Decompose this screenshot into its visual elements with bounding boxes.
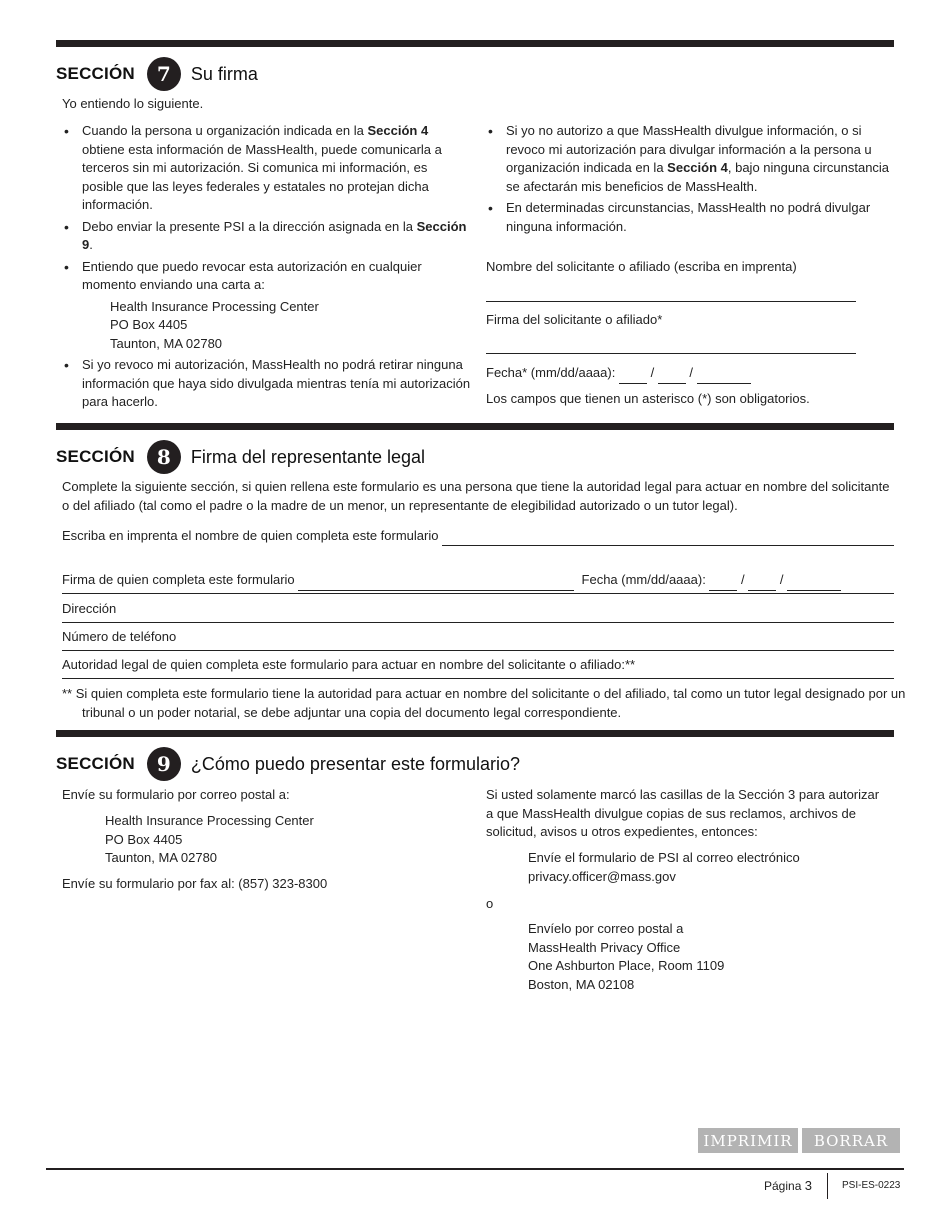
privacy-office-address: Envíelo por correo postal a MassHealth Privacy Office One Ashburton Place, Room 1109 Boston, MA 02108 [528,921,725,992]
section-title: Firma del representante legal [190,446,425,467]
section-word: SECCIÓN [56,447,135,466]
section-title: Su firma [190,63,258,84]
section-word: SECCIÓN [56,754,135,773]
section-8-header [56,439,425,475]
applicant-name-field[interactable] [486,301,856,302]
print-name-row [62,527,894,546]
section-number-badge: 8 [147,440,181,474]
bullet-item: • Cuando la persona u organización indicada en la Sección 4 obtiene esta información de MassHealth, puede comunicarla a terceros sin mi autorización. Si comunica mi información, es posible que las leyes federales y estatales no protejan dicha información. [62,122,472,215]
applicant-name-label: Nombre del solicitante o afiliado (escriba en imprenta) [486,259,797,274]
address-label: Dirección [62,601,117,616]
representative-signature-label: Firma de quien completa este formulario [62,572,295,587]
bullet-item: • Debo enviar la presente PSI a la dirección asignada en la Sección 9. [62,218,472,255]
bullet-item: • Si yo no autorizo a que MassHealth divulgue información, o si revoco mi autorización para divulgar información a la persona u organización indicada en la Sección 4, bajo ninguna circunstancia se afectarán mis beneficios de MassHealth. [486,122,894,196]
section-9-right-intro: Si usted solamente marcó las casillas de la Sección 3 para autorizar a que MassHealth divulgue copias de sus reclamos, archivos de solicitud, avisos u otros expedientes, entonces: [486,787,880,839]
applicant-date-row: Fecha* (mm/dd/aaaa): / / [486,364,751,384]
section-7-left-column [62,122,472,415]
section-9-header [56,746,520,782]
footer-rule [46,1168,904,1170]
or-separator: o [486,896,494,911]
mail-address: Health Insurance Processing Center PO Box 4405 Taunton, MA 02780 [105,813,314,865]
section-number-badge: 9 [147,747,181,781]
applicant-signature-field[interactable] [486,353,856,354]
date-year-field[interactable] [787,571,841,591]
section-8-intro: Complete la siguiente sección, si quien rellena este formulario es una persona que tiene la autoridad legal para actuar en nombre del solicitante o del afiliado (tal como el padre o la madre de un menor, un representante de elegibilidad autorizado o un tutor legal). [62,479,890,513]
representative-signature-field[interactable] [298,571,574,591]
bullet-item: • En determinadas circunstancias, MassHealth no podrá divulgar ninguna información. [486,199,894,236]
revocation-address: Health Insurance Processing Center PO Box 4405 Taunton, MA 02780 [110,298,319,351]
date-day-field[interactable] [658,364,686,384]
fax-line: Envíe su formulario por fax al: (857) 323-8300 [62,876,328,891]
page-indicator [764,1178,812,1193]
legal-document-footnote: ** Si quien completa este formulario tiene la autoridad para actuar en nombre del solicitante o del afiliado, tal como un tutor legal designado por un tribunal o un poder notarial, se debe adjuntar una copia del documento legal correspondiente. [62,686,906,720]
section-9-rule [56,730,894,737]
bullet-item: • Entiendo que puedo revocar esta autorización en cualquier momento enviando una carta a: Health Insurance Processing Center PO Box 4405 Taunton, MA 02780 [62,258,472,354]
footer-separator [827,1173,828,1199]
legal-authority-label: Autoridad legal de quien completa este formulario para actuar en nombre del solicitante o afiliado:** [62,657,636,672]
date-month-field[interactable] [709,571,737,591]
page-label: Página [764,1179,802,1193]
representative-signature-row: Firma de quien completa este formulario Fecha (mm/dd/aaaa): / / [62,571,841,591]
section-7-header [56,56,258,92]
date-month-field[interactable] [619,364,647,384]
section-number-badge: 7 [147,57,181,91]
form-code: PSI-ES-0223 [842,1180,901,1191]
divider [62,593,894,594]
legal-authority-field[interactable] [62,678,894,679]
applicant-signature-label: Firma del solicitante o afiliado* [486,312,663,327]
section-7-right-column [486,122,894,239]
section-8-rule [56,423,894,430]
email-instructions: Envíe el formulario de PSI al correo electrónico privacy.officer@mass.gov [528,849,800,886]
section-title: ¿Cómo puedo presentar este formulario? [190,753,521,774]
section-7-rule [56,40,894,47]
date-day-field[interactable] [748,571,776,591]
print-name-label: Escriba en imprenta el nombre de quien completa este formulario [62,528,439,543]
date-label: Fecha* (mm/dd/aaaa): [486,365,616,380]
date-year-field[interactable] [697,364,751,384]
print-name-field[interactable] [442,527,894,546]
mail-intro: Envíe su formulario por correo postal a: [62,787,290,802]
page-number: 3 [804,1178,812,1193]
section-word: SECCIÓN [56,64,135,83]
clear-button[interactable]: BORRAR [802,1128,900,1153]
privacy-email-link[interactable]: privacy.officer@mass.gov [528,868,676,884]
bullet-item: • Si yo revoco mi autorización, MassHealth no podrá retirar ninguna información que haya sido divulgada mientras tenía mi autorización para hacerlo. [62,356,472,412]
required-fields-note: Los campos que tienen un asterisco (*) son obligatorios. [486,391,810,406]
address-field[interactable] [62,622,894,623]
section-7-intro: Yo entiendo lo siguiente. [62,96,204,111]
print-button[interactable]: IMPRIMIR [698,1128,798,1153]
representative-date-label: Fecha (mm/dd/aaaa): [581,572,706,587]
phone-field[interactable] [62,650,894,651]
phone-label: Número de teléfono [62,629,177,644]
